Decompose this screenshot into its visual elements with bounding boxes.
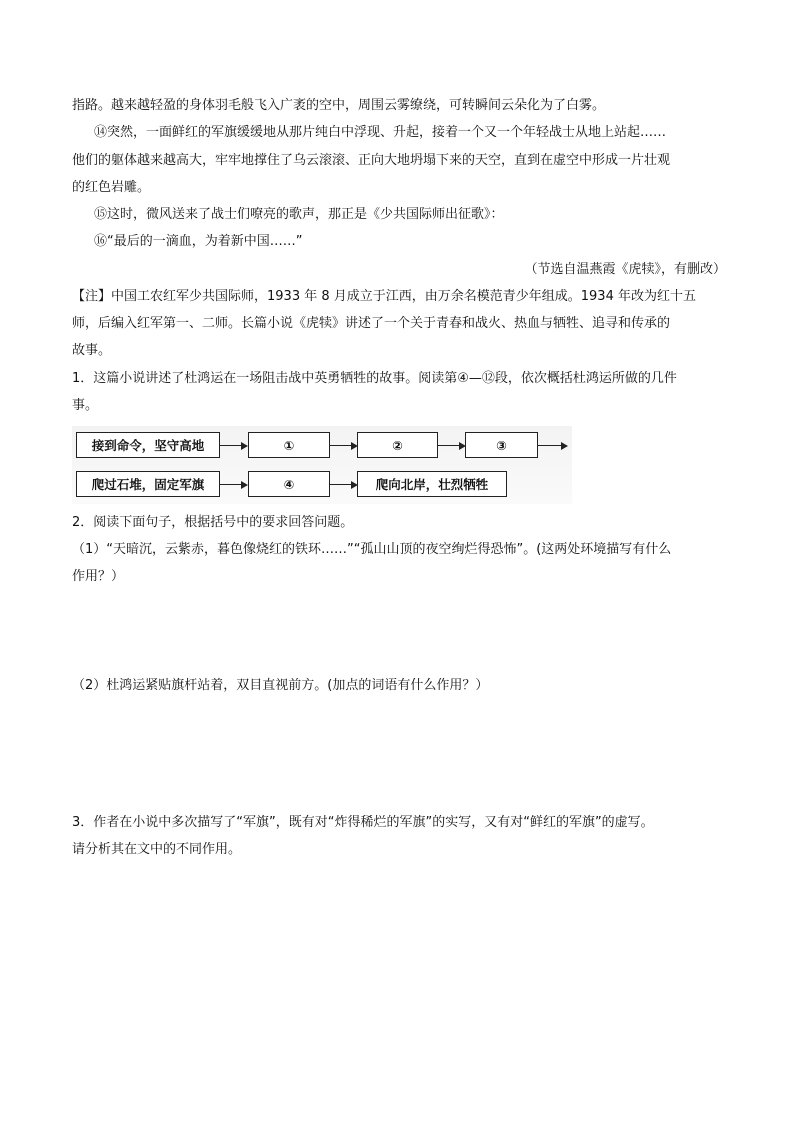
paragraph-14-line-2: 他们的躯体越来越高大，牢牢地撑住了乌云滚滚、正向大地坍塌下来的天空，直到在虚空中形成一片壮观 xyxy=(72,153,671,168)
paragraph-16: ⑯“最后的一滴血，为着新中国……” xyxy=(94,234,303,249)
flow-box-blank-3: ③ xyxy=(465,432,538,458)
question-2-1-line-2: 作用？） xyxy=(72,569,125,584)
question-1-line-2: 事。 xyxy=(72,398,99,413)
question-3-line-1: 3．作者在小说中多次描写了“军旗”，既有对“炸得稀烂的军旗”的实写，又有对“鲜红的军旗”的虚写。 xyxy=(72,815,654,830)
flow-box-blank-4: ④ xyxy=(248,471,330,497)
question-2-2: （2）杜鸿运紧贴旗杆站着，双目直视前方。(加点的词语有什么作用？） xyxy=(72,678,489,693)
paragraph-14-line-1: ⑭突然，一面鲜红的军旗缓缓地从那片纯白中浮现、升起，接着一个又一个年轻战士从地上站起…… xyxy=(94,125,667,140)
flow-box-blank-1: ① xyxy=(248,432,330,458)
flow-arrow xyxy=(330,484,356,485)
note-line-2: 师，后编入红军第一、二师。长篇小说《虎犊》讲述了一个关于青春和战火、热血与牺牲、追寻和传承的 xyxy=(72,316,671,331)
note-line-1: 【注】中国工农红军少共国际师，1933 年 8 月成立于江西，由万余名模范青少年组成。1934 年改为红十五 xyxy=(72,289,696,304)
flow-arrow xyxy=(220,484,246,485)
paragraph-15: ⑮这时，微风送来了战士们嘹亮的歌声，那正是《少共国际师出征歌》： xyxy=(94,207,504,222)
flow-box-climb: 爬过石堆，固定军旗 xyxy=(76,471,220,497)
flow-box-start: 接到命令，坚守高地 xyxy=(76,432,220,458)
flow-arrow xyxy=(220,445,246,446)
question-2: 2．阅读下面句子，根据括号中的要求回答问题。 xyxy=(72,515,354,530)
question-3-line-2: 请分析其在文中的不同作用。 xyxy=(72,842,242,857)
question-1-line-1: 1．这篇小说讲述了杜鸿运在一场阻击战中英勇牺牲的故事。阅读第④—⑫段，依次概括杜鸿运所做的几件 xyxy=(72,371,677,386)
question-2-1-line-1: （1）“天暗沉，云紫赤，暮色像烧红的铁环……”“孤山山顶的夜空绚烂得恐怖”。(这两处环境描写有什么 xyxy=(72,542,672,557)
paragraph-14-line-3: 的红色岩雕。 xyxy=(72,180,151,195)
note-line-3: 故事。 xyxy=(72,343,112,358)
flow-box-blank-2: ② xyxy=(357,432,438,458)
flow-arrow xyxy=(538,445,566,446)
source-citation: （节选自温燕霞《虎犊》，有删改） xyxy=(524,262,726,277)
paragraph-13-end: 指路。越来越轻盈的身体羽毛般飞入广袤的空中，周围云雾缭绕，可转瞬间云朵化为了白雾。 xyxy=(72,98,606,113)
flow-box-end: 爬向北岸，壮烈牺牲 xyxy=(357,471,507,497)
flow-arrow xyxy=(330,445,356,446)
flow-arrow xyxy=(438,445,464,446)
